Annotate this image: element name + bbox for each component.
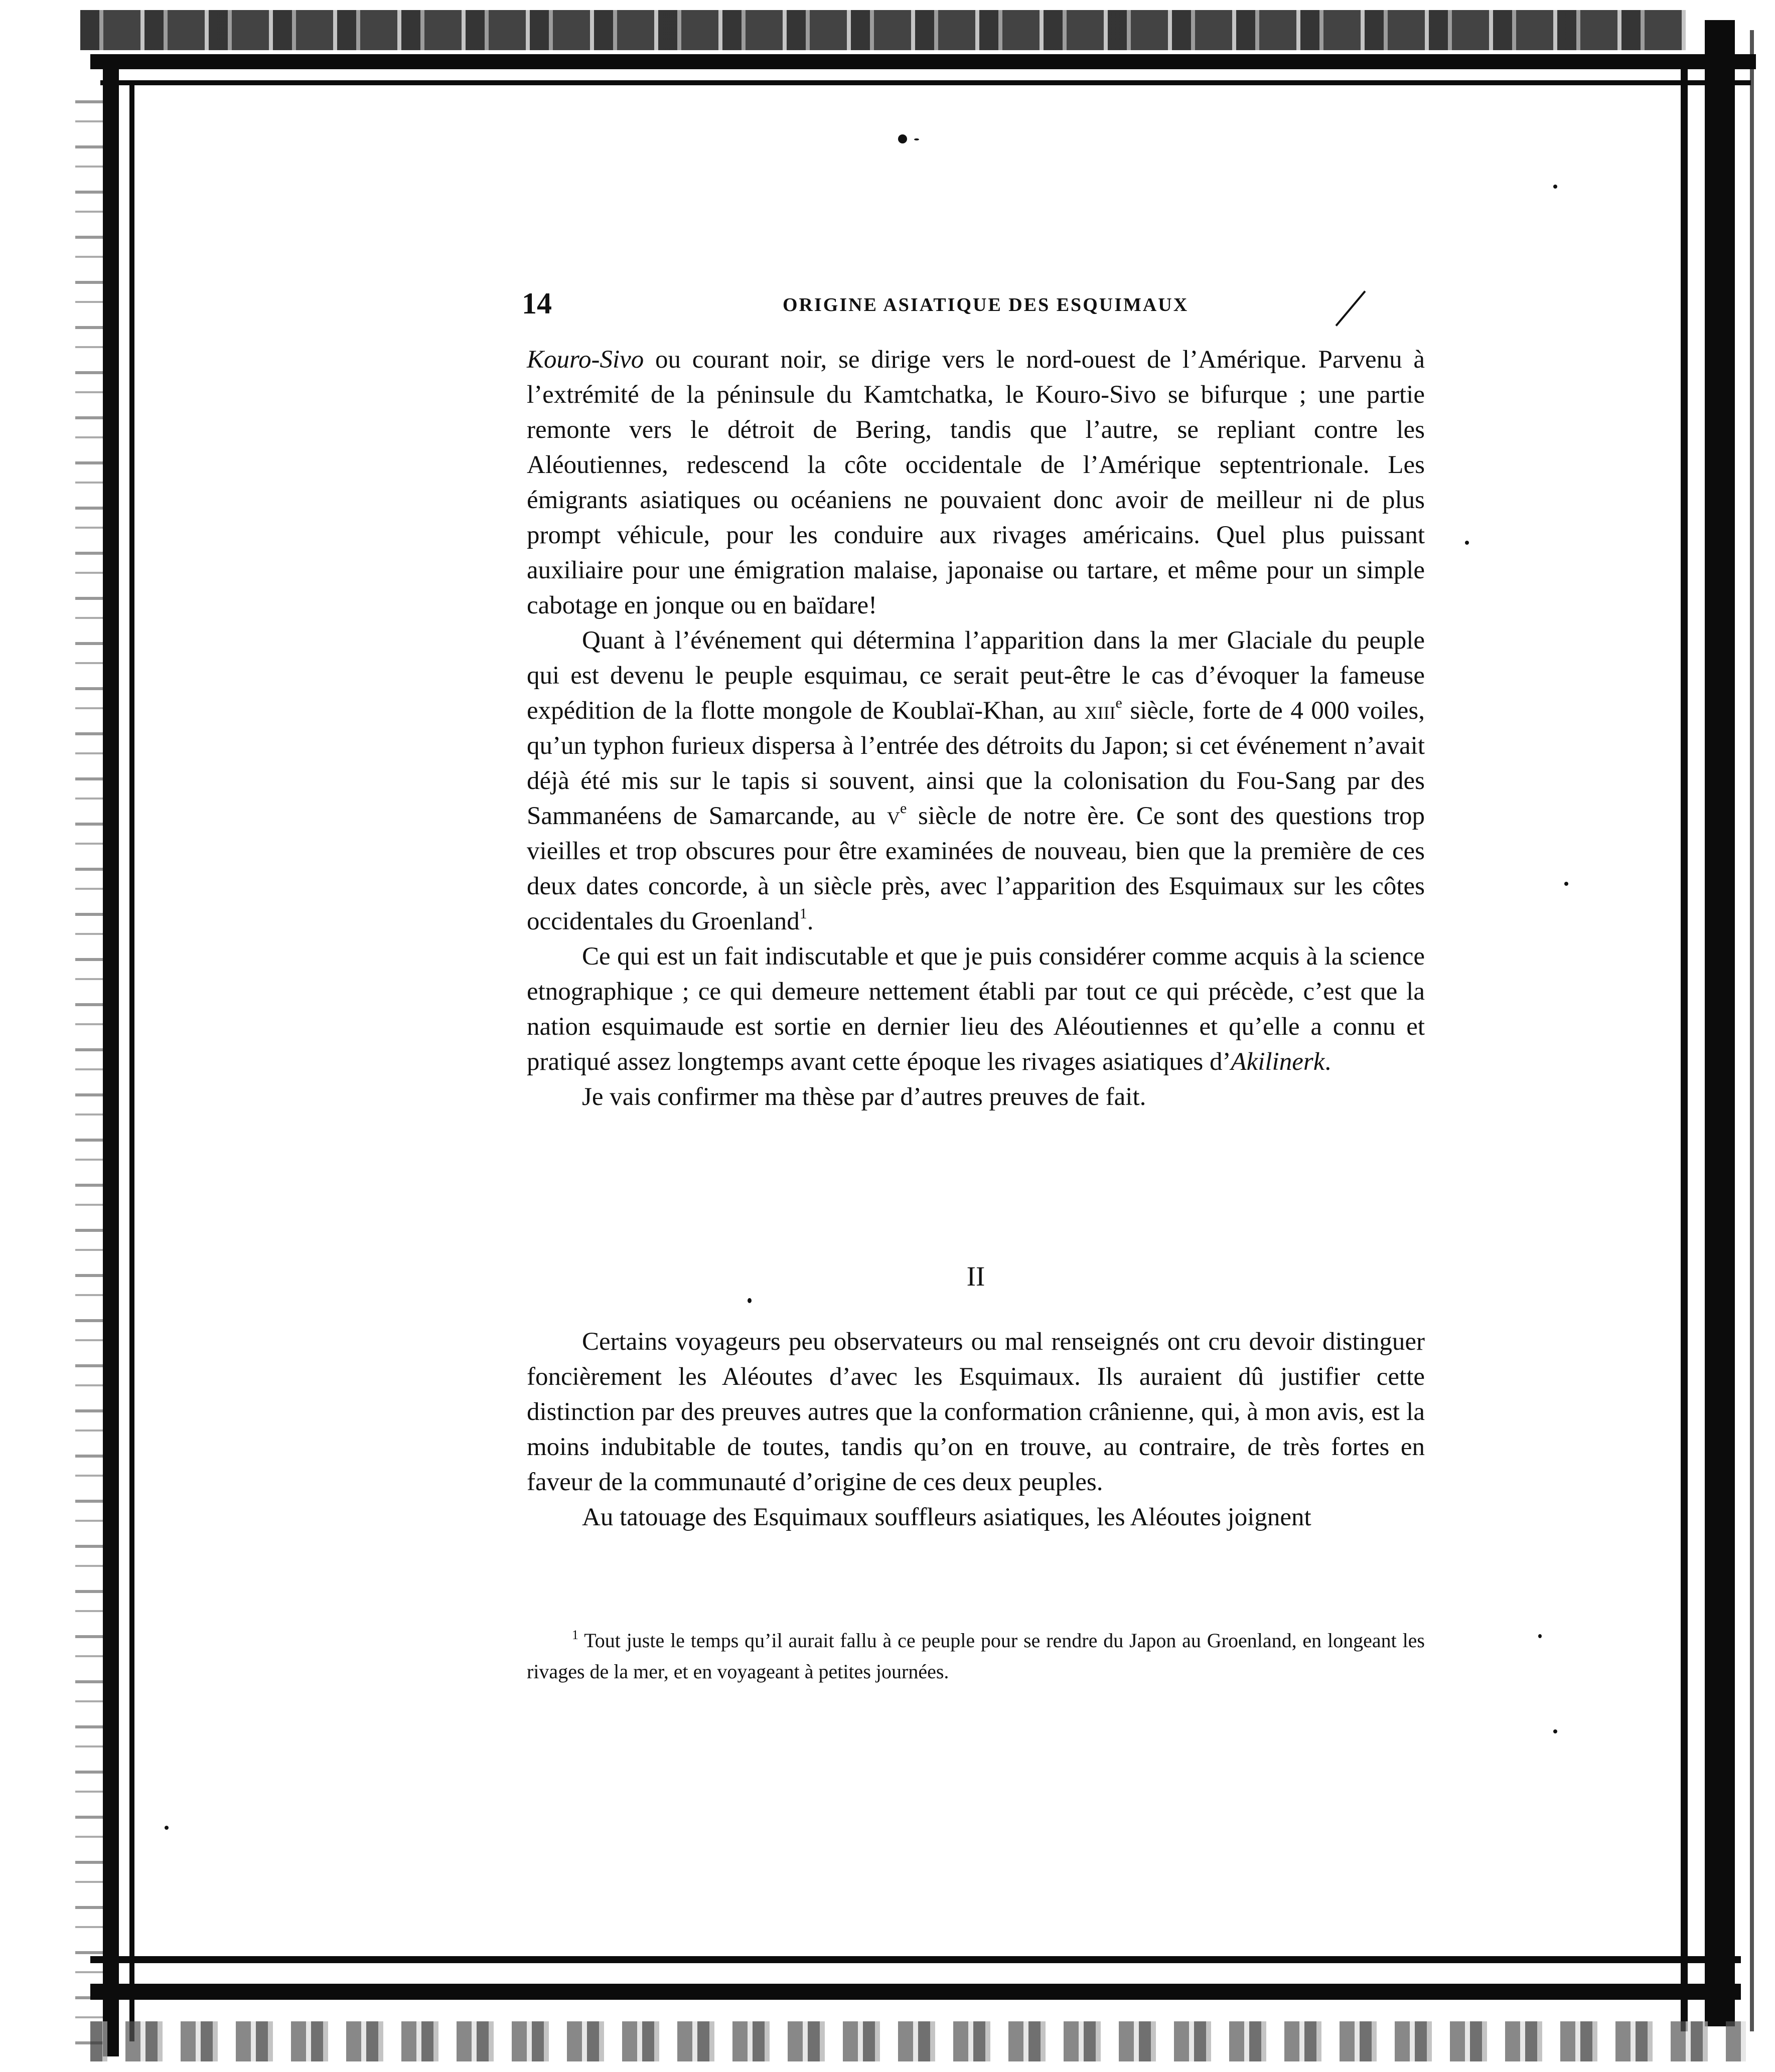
scan-border-top-line-thin: [100, 80, 1751, 85]
dust-speck: [898, 134, 907, 143]
dust-speck: [914, 138, 919, 140]
scan-border-bottom-line: [90, 1956, 1741, 1963]
italic-term: Akilinerk: [1231, 1048, 1325, 1076]
body-text-upper: [527, 342, 1425, 1114]
century-numeral: v: [887, 802, 901, 830]
scan-border-left: [103, 55, 119, 2056]
footnote-marker: 1: [572, 1628, 578, 1642]
paragraph-text: Je vais confirmer ma thèse par d’autres preuves de fait.: [582, 1083, 1146, 1111]
paragraph: [527, 1324, 1425, 1500]
paragraph: [527, 1500, 1425, 1535]
paragraph-text: Quant à l’événement qui détermina l’apparition dans la mer Glaciale du peuple qui est devenu le peuple esquimau, ce serait peut-être le cas d’évoquer la fameuse expédition de la flotte mongole de Koublaï-Khan, au: [527, 626, 1425, 725]
dust-speck: [1564, 882, 1568, 886]
paragraph-text: .: [1324, 1048, 1332, 1076]
scan-border-top: [80, 10, 1686, 50]
scan-border-right: [1705, 20, 1735, 2026]
scan-border-bottom-line-thick: [90, 1984, 1741, 2000]
century-numeral: xiii: [1084, 697, 1116, 725]
century-suffix: e: [900, 800, 907, 817]
section-heading: II: [966, 1261, 985, 1292]
dust-speck: [1465, 541, 1469, 545]
scan-border-left-noise: [75, 100, 103, 2046]
page-number: 14: [522, 287, 552, 320]
paragraph: [527, 623, 1425, 939]
footnote: [527, 1625, 1425, 1687]
paragraph: [527, 342, 1425, 623]
paragraph-text: Au tatouage des Esquimaux souffleurs asiatiques, les Aléoutes joignent: [582, 1503, 1311, 1531]
paragraph-text: siècle de notre ère. Ce sont des questions trop vieilles et trop obscures pour être examinées de nouveau, bien que la première de ces deux dates concorde, à un siècle près, avec l’apparition des Esquimaux sur les côtes occidentales du Groenland: [527, 802, 1425, 935]
paragraph-text: Ce qui est un fait indiscutable et que je puis considérer comme acquis à la science etnographique ; ce qui demeure nettement établi par tout ce qui précède, c’est que la nation esquimaude est sortie en dernier lieu des Aléoutiennes et qu’elle a connu et pratiqué assez longtemps avant cette époque les rivages asiatiques d’: [527, 942, 1425, 1076]
footnote-text: Tout juste le temps qu’il aurait fallu à ce peuple pour se rendre du Japon au Groenland, en longeant les rivages de la mer, et en voyageant à petites journées.: [527, 1629, 1425, 1683]
dust-speck: [748, 1298, 752, 1303]
pencil-mark: [1336, 290, 1366, 327]
paragraph-text: .: [807, 907, 814, 935]
scan-border-left-thin: [129, 85, 134, 2041]
scan-border-right-thin: [1681, 55, 1688, 2031]
dust-speck: [1553, 1729, 1557, 1733]
running-title: ORIGINE ASIATIQUE DES ESQUIMAUX: [783, 294, 1189, 315]
dust-speck: [1553, 185, 1557, 189]
paragraph: [527, 1079, 1425, 1114]
footnote-reference: 1: [799, 905, 807, 922]
paragraph-text: Certains voyageurs peu observateurs ou mal renseignés ont cru devoir distinguer foncièrement les Aléoutes d’avec les Esquimaux. Ils auraient dû justifier cette distinction par des preuves autres que la conformation crânienne, qui, à mon avis, est la moins indubitable de toutes, tandis qu’on en trouve, au contraire, de très fortes en faveur de la communauté d’origine de ces deux peuples.: [527, 1328, 1425, 1496]
body-text-lower: [527, 1324, 1425, 1535]
paragraph-text: siècle, forte de 4 000 voiles, qu’un typhon furieux dispersa à l’entrée des détroits du Japon; si cet événement n’avait déjà été mis sur le tapis si souvent, ainsi que la colonisation du Fou-Sang par des Sammanéens de Samarcande, au: [527, 697, 1425, 830]
scan-border-bottom: [90, 2021, 1746, 2061]
paragraph: [527, 939, 1425, 1079]
dust-speck: [1538, 1634, 1542, 1638]
scan-border-top-line: [90, 54, 1756, 69]
paragraph-text: ou courant noir, se dirige vers le nord-ouest de l’Amérique. Parvenu à l’extrémité de la péninsule du Kamtchatka, le Kouro-Sivo se bifurque ; une partie remonte vers le détroit de Bering, tandis que l’autre, se repliant contre les Aléoutiennes, redescend la côte occidentale de l’Amérique septentrionale. Les émigrants asiatiques ou océaniens ne pouvaient donc avoir de meilleur ni de plus prompt véhicule, pour les conduire aux rivages américains. Quel plus puissant auxiliaire pour une émigration malaise, japonaise ou tartare, et même pour un simple cabotage en jonque ou en baïdare!: [527, 346, 1425, 619]
century-suffix: e: [1115, 695, 1122, 711]
italic-term: Kouro-Sivo: [527, 346, 644, 374]
scan-border-right-edge: [1750, 30, 1754, 2031]
dust-speck: [165, 1826, 169, 1830]
